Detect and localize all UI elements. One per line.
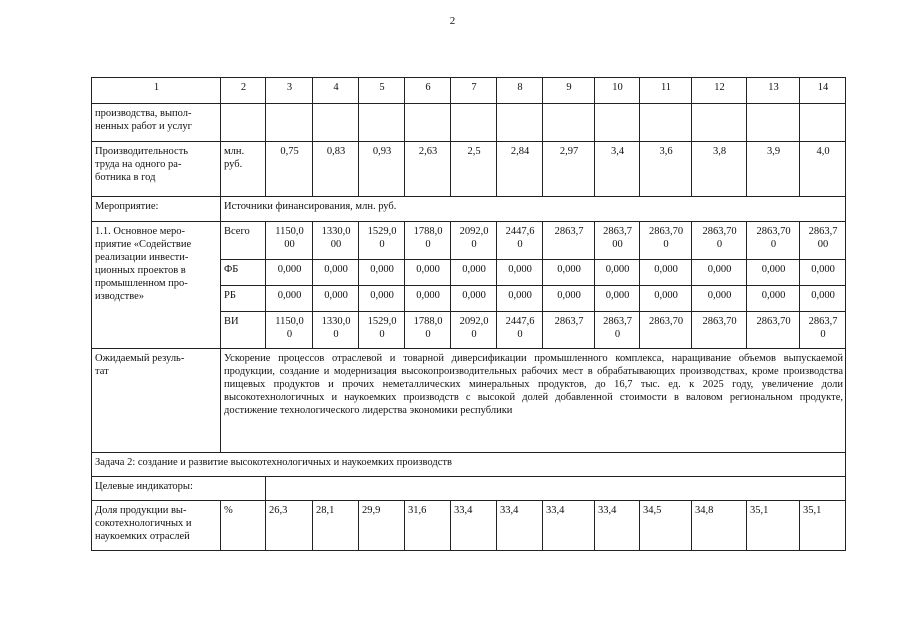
value-cell: 2863,7 00: [595, 222, 640, 260]
value-cell: 1150,0 0: [266, 312, 313, 349]
value-cell: 2092,0 0: [451, 222, 497, 260]
value-cell: 2863,70: [747, 312, 800, 349]
value-cell: 0,000: [451, 286, 497, 312]
value-cell: 34,5: [640, 501, 692, 551]
row-label: производства, выпол- ненных работ и услуг: [92, 104, 221, 142]
empty-cell: [405, 104, 451, 142]
value-cell: 0,93: [359, 142, 405, 197]
value-cell: 0,000: [595, 260, 640, 286]
expected-result-text: Ускорение процессов отраслевой и товарной диверсификации промышленного комплекса, наращивание объемов выпускаемой продукции, создание и модернизация высокопроизводительных рабочих мест в обрабатывающих производствах, кроме производства пищевых продуктов и прочих неметаллических минеральных продуктов, до 16,7 тыс. ед. к 2025 году, увеличение доли высокотехнологичных и наукоемких производств с высокой долей добавленной стоимости в валовом региональном продукте, достижение технологического лидерства экономики республики: [221, 349, 846, 453]
column-header: 6: [405, 78, 451, 104]
value-cell: 35,1: [747, 501, 800, 551]
column-header: 10: [595, 78, 640, 104]
funding-row-total: [92, 222, 846, 260]
value-cell: 0,83: [313, 142, 359, 197]
value-cell: 2,97: [543, 142, 595, 197]
value-cell: 3,8: [692, 142, 747, 197]
value-cell: 33,4: [497, 501, 543, 551]
value-cell: 26,3: [266, 501, 313, 551]
measure-row: [92, 197, 846, 222]
empty-cell: [747, 104, 800, 142]
value-cell: 3,6: [640, 142, 692, 197]
source-name: Всего: [221, 222, 266, 260]
value-cell: 0,000: [313, 286, 359, 312]
value-cell: 0,000: [747, 260, 800, 286]
value-cell: 0,000: [405, 286, 451, 312]
value-cell: 2863,7 00: [800, 222, 846, 260]
value-cell: 0,000: [747, 286, 800, 312]
value-cell: 0,000: [266, 260, 313, 286]
value-cell: 1330,0 00: [313, 222, 359, 260]
value-cell: 35,1: [800, 501, 846, 551]
header-row: [92, 78, 846, 104]
share-row: [92, 501, 846, 551]
value-cell: 3,4: [595, 142, 640, 197]
value-cell: 33,4: [451, 501, 497, 551]
value-cell: 0,000: [692, 260, 747, 286]
value-cell: 2863,7 0: [800, 312, 846, 349]
value-cell: 1788,0 0: [405, 312, 451, 349]
value-cell: 0,000: [800, 260, 846, 286]
empty-cell: [451, 104, 497, 142]
row-label: Доля продукции вы- сокотехнологичных и наукоемких отраслей: [92, 501, 221, 551]
value-cell: 0,000: [640, 260, 692, 286]
value-cell: 33,4: [595, 501, 640, 551]
unit-cell: %: [221, 501, 266, 551]
productivity-row: [92, 142, 846, 197]
expected-result-row: [92, 349, 846, 453]
value-cell: 0,000: [313, 260, 359, 286]
indicators-row: [92, 477, 846, 501]
empty-cell: [313, 104, 359, 142]
value-cell: 2092,0 0: [451, 312, 497, 349]
financing-sources-heading: Источники финансирования, млн. руб.: [221, 197, 846, 222]
column-header: 7: [451, 78, 497, 104]
table-row: [92, 104, 846, 142]
value-cell: 0,000: [692, 286, 747, 312]
value-cell: 2,63: [405, 142, 451, 197]
value-cell: 2863,70 0: [747, 222, 800, 260]
value-cell: 2863,7: [543, 312, 595, 349]
value-cell: 0,000: [359, 286, 405, 312]
empty-cell: [359, 104, 405, 142]
value-cell: 1529,0 0: [359, 222, 405, 260]
empty-cell: [692, 104, 747, 142]
value-cell: 34,8: [692, 501, 747, 551]
value-cell: 31,6: [405, 501, 451, 551]
column-header: 12: [692, 78, 747, 104]
value-cell: 33,4: [543, 501, 595, 551]
empty-cell: [800, 104, 846, 142]
value-cell: 2,84: [497, 142, 543, 197]
value-cell: 0,000: [497, 260, 543, 286]
value-cell: 0,000: [266, 286, 313, 312]
value-cell: 0,000: [359, 260, 405, 286]
column-header: 2: [221, 78, 266, 104]
row-label: Целевые индикаторы:: [92, 477, 266, 501]
unit-cell: млн. руб.: [221, 142, 266, 197]
column-header: 1: [92, 78, 221, 104]
value-cell: 1529,0 0: [359, 312, 405, 349]
value-cell: 0,000: [497, 286, 543, 312]
value-cell: 28,1: [313, 501, 359, 551]
value-cell: 0,000: [543, 260, 595, 286]
row-label: Мероприятие:: [92, 197, 221, 222]
value-cell: 2863,70: [692, 312, 747, 349]
empty-cell: [640, 104, 692, 142]
page-number: 2: [449, 15, 456, 27]
column-header: 5: [359, 78, 405, 104]
column-header: 9: [543, 78, 595, 104]
value-cell: 0,75: [266, 142, 313, 197]
value-cell: 0,000: [543, 286, 595, 312]
value-cell: 0,000: [595, 286, 640, 312]
value-cell: 0,000: [405, 260, 451, 286]
source-name: ВИ: [221, 312, 266, 349]
task-text: Задача 2: создание и развитие высокотехнологичных и наукоемких производств: [92, 453, 846, 477]
column-header: 4: [313, 78, 359, 104]
value-cell: 1150,0 00: [266, 222, 313, 260]
column-header: 13: [747, 78, 800, 104]
indicators-table: [91, 77, 846, 551]
value-cell: 2863,7: [543, 222, 595, 260]
value-cell: 2863,70 0: [640, 222, 692, 260]
task-row: [92, 453, 846, 477]
empty-cell: [266, 477, 846, 501]
value-cell: 0,000: [640, 286, 692, 312]
value-cell: 1788,0 0: [405, 222, 451, 260]
value-cell: 2863,70 0: [692, 222, 747, 260]
value-cell: 2447,6 0: [497, 312, 543, 349]
empty-cell: [543, 104, 595, 142]
project-label: 1.1. Основное меро- приятие «Содействие реализации инвести- ционных проектов в промышленном про- изводстве»: [92, 222, 221, 349]
source-name: ФБ: [221, 260, 266, 286]
empty-cell: [497, 104, 543, 142]
empty-cell: [221, 104, 266, 142]
value-cell: 4,0: [800, 142, 846, 197]
column-header: 11: [640, 78, 692, 104]
value-cell: 29,9: [359, 501, 405, 551]
value-cell: 3,9: [747, 142, 800, 197]
source-name: РБ: [221, 286, 266, 312]
value-cell: 2863,7 0: [595, 312, 640, 349]
column-header: 3: [266, 78, 313, 104]
empty-cell: [266, 104, 313, 142]
row-label: Ожидаемый резуль- тат: [92, 349, 221, 453]
value-cell: 2,5: [451, 142, 497, 197]
value-cell: 2447,6 0: [497, 222, 543, 260]
empty-cell: [595, 104, 640, 142]
value-cell: 1330,0 0: [313, 312, 359, 349]
value-cell: 0,000: [451, 260, 497, 286]
value-cell: 2863,70: [640, 312, 692, 349]
row-label: Производительность труда на одного ра- ботника в год: [92, 142, 221, 197]
value-cell: 0,000: [800, 286, 846, 312]
column-header: 8: [497, 78, 543, 104]
column-header: 14: [800, 78, 846, 104]
